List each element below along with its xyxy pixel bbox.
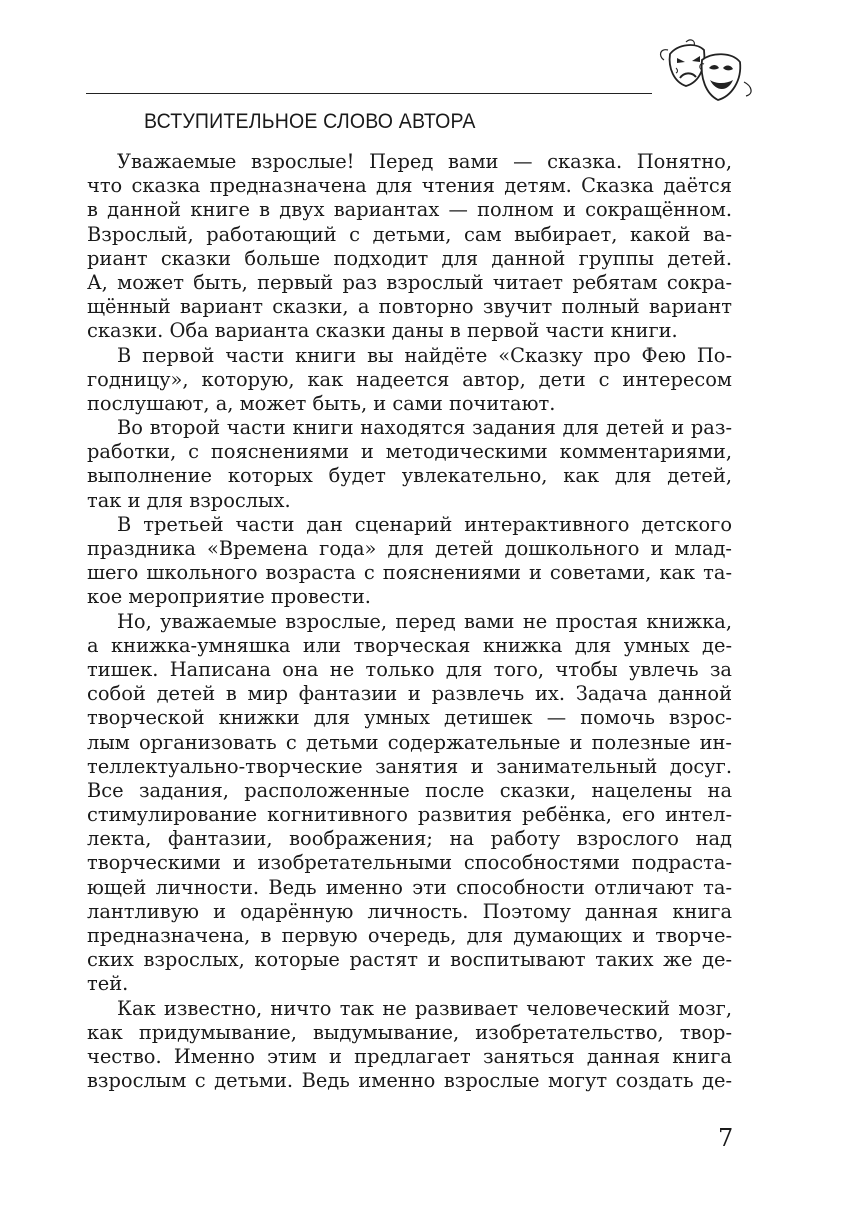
- text-line: Уважаемые взрослые! Перед вами — сказка. Понятно,: [117, 150, 732, 173]
- paragraph-1: [87, 150, 732, 344]
- text-line: шего школьного возраста с пояснениями и советами, как та-: [87, 561, 732, 585]
- text-line: лекта, фантазии, воображения; на работу взрослого над: [87, 827, 732, 851]
- body-text: [87, 150, 732, 1093]
- text-line: Все задания, расположенные после сказки, нацелены на: [87, 778, 732, 802]
- text-line: В третьей части дан сценарий интерактивного детского: [117, 512, 732, 536]
- paragraph-3: [87, 416, 732, 513]
- text-line: тей.: [87, 972, 129, 996]
- text-line: годницу», которую, как надеется автор, дети с интересом: [87, 367, 732, 391]
- text-line: Во второй части книги находятся задания для детей и раз-: [117, 416, 732, 440]
- text-line: творческими и изобретательными способностями подраста-: [87, 851, 732, 875]
- paragraph-6: [87, 997, 732, 1094]
- paragraph-4: [87, 513, 732, 610]
- theater-masks-icon: [656, 38, 756, 104]
- text-line: Как известно, ничто так не развивает человеческий мозг,: [117, 996, 732, 1020]
- text-line: чество. Именно этим и предлагает заняться данная книга: [87, 1044, 732, 1068]
- text-line: теллектуально-творческие занятия и занимательный досуг.: [87, 754, 732, 778]
- paragraph-5: [87, 610, 732, 997]
- text-line: так и для взрослых.: [87, 488, 291, 512]
- paragraph-2: [87, 344, 732, 417]
- text-line: кое мероприятие провести.: [87, 585, 371, 609]
- text-line: выполнение которых будет увлекательно, как для детей,: [87, 464, 732, 488]
- page-number: 7: [718, 1124, 734, 1152]
- text-line: лым организовать с детьми содержательные и полезные ин-: [87, 730, 732, 754]
- text-line: послушают, а, может быть, и сами почитают.: [87, 391, 556, 415]
- text-line: как придумывание, выдумывание, изобретательство, твор-: [87, 1020, 732, 1044]
- text-line: А, может быть, первый раз взрослый читает ребятам сокра-: [87, 270, 732, 294]
- text-line: работки, с пояснениями и методическими комментариями,: [87, 440, 732, 464]
- text-line: а книжка-умняшка или творческая книжка для умных де-: [87, 633, 732, 657]
- section-title: ВСТУПИТЕЛЬНОЕ СЛОВО АВТОРА: [144, 110, 476, 133]
- text-line: В первой части книги вы найдёте «Сказку про Фею По-: [117, 343, 732, 367]
- text-line: Взрослый, работающий с детьми, сам выбирает, какой ва-: [87, 222, 732, 246]
- text-line: что сказка предназначена для чтения детям. Сказка даётся: [87, 174, 732, 198]
- text-line: риант сказки больше подходит для данной группы детей.: [87, 246, 732, 270]
- text-line: сказки. Оба варианта сказки даны в первой части книги.: [87, 319, 678, 343]
- text-line: тишек. Написана она не только для того, чтобы увлечь за: [87, 657, 732, 681]
- text-line: ющей личности. Ведь именно эти способности отличают та-: [87, 875, 732, 899]
- text-line: стимулирование когнитивного развития ребёнка, его интел-: [87, 803, 732, 827]
- text-line: творческой книжки для умных детишек — помочь взрос-: [87, 706, 732, 730]
- text-line: щённый вариант сказки, а повторно звучит полный вариант: [87, 295, 732, 319]
- text-line: в данной книге в двух вариантах — полном и сокращённом.: [87, 198, 732, 222]
- text-line: лантливую и одарённую личность. Поэтому данная книга: [87, 899, 732, 923]
- text-line: собой детей в мир фантазии и развлечь их. Задача данной: [87, 682, 732, 706]
- text-line: взрослым с детьми. Ведь именно взрослые могут создать де-: [87, 1069, 732, 1093]
- text-line: предназначена, в первую очередь, для думающих и творче-: [87, 924, 732, 947]
- text-line: ских взрослых, которые растят и воспитывают таких же де-: [87, 948, 732, 972]
- text-line: Но, уважаемые взрослые, перед вами не простая книжка,: [117, 609, 732, 633]
- text-line: праздника «Времена года» для детей дошкольного и млад-: [87, 537, 732, 560]
- header-rule: [86, 93, 652, 94]
